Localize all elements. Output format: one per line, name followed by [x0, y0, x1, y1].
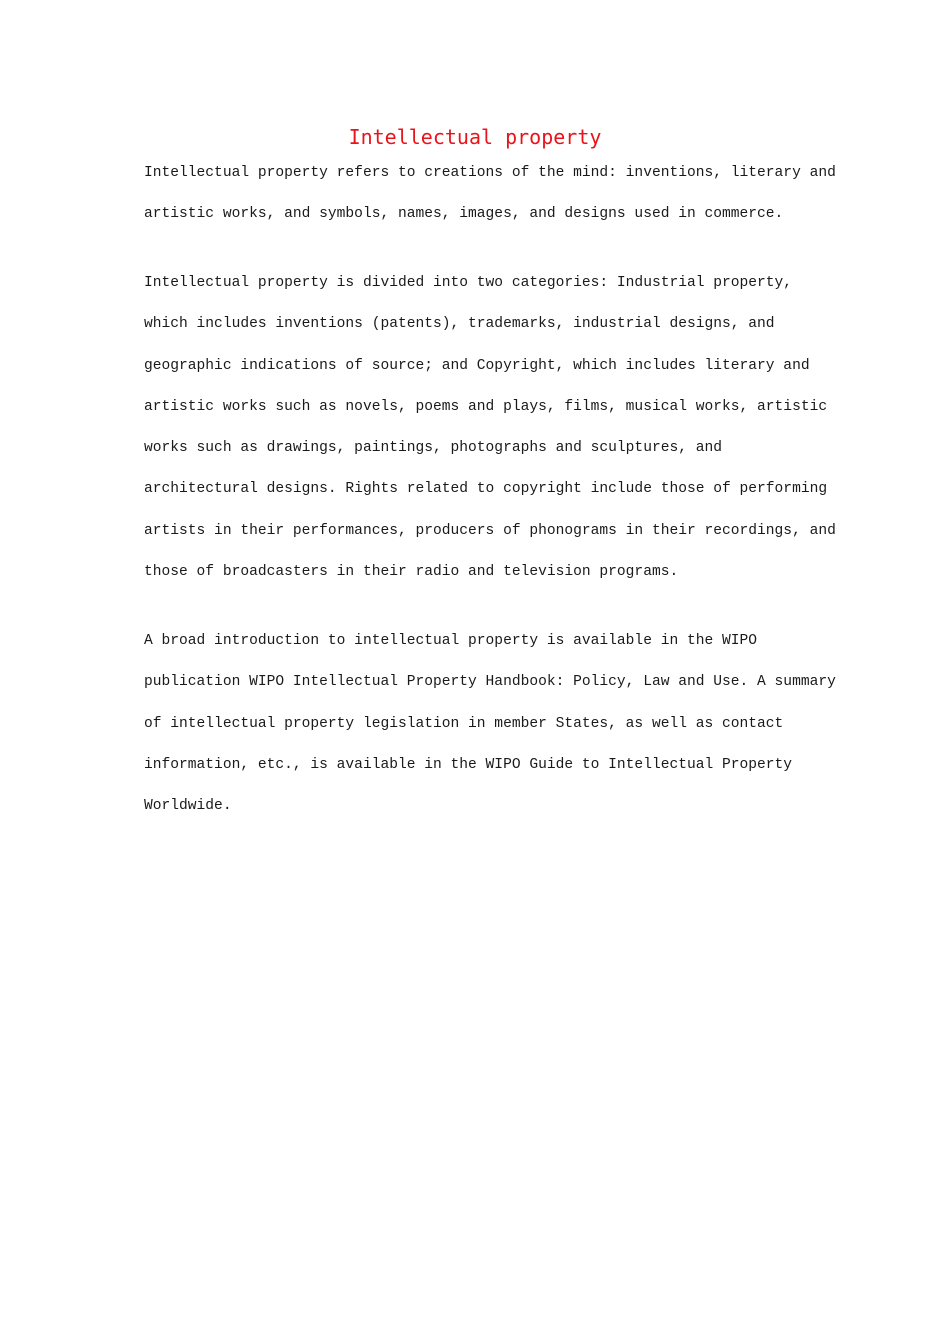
- paragraph-resources: [144, 628, 836, 834]
- paragraph-line: publication WIPO Intellectual Property Handbook: Policy, Law and Use. A summary: [144, 674, 836, 691]
- paragraph-categories: [144, 270, 836, 600]
- paragraph-line: artistic works, and symbols, names, images, and designs used in commerce.: [144, 206, 784, 223]
- paragraph-line: Intellectual property refers to creations of the mind: inventions, literary and: [144, 165, 836, 181]
- paragraph-line: works such as drawings, paintings, photographs and sculptures, and: [144, 440, 723, 457]
- paragraph-definition: [144, 160, 836, 243]
- paragraph-line: A broad introduction to intellectual property is available in the WIPO: [144, 633, 758, 649]
- paragraph-line: those of broadcasters in their radio and television programs.: [144, 564, 679, 581]
- document-title: Intellectual property: [348, 125, 602, 149]
- paragraph-line: geographic indications of source; and Copyright, which includes literary and: [144, 357, 810, 374]
- paragraph-line: Intellectual property is divided into two categories: Industrial property,: [144, 275, 793, 291]
- paragraph-line: artists in their performances, producers of phonograms in their recordings, and: [144, 522, 836, 539]
- paragraph-line: artistic works such as novels, poems and plays, films, musical works, artistic: [144, 398, 828, 415]
- paragraph-line: information, etc., is available in the WIPO Guide to Intellectual Property: [144, 756, 793, 773]
- paragraph-line: Worldwide.: [144, 798, 232, 815]
- paragraph-line: which includes inventions (patents), trademarks, industrial designs, and: [144, 316, 775, 333]
- paragraph-line: of intellectual property legislation in member States, as well as contact: [144, 715, 784, 732]
- paragraph-line: architectural designs. Rights related to copyright include those of performing: [144, 481, 828, 498]
